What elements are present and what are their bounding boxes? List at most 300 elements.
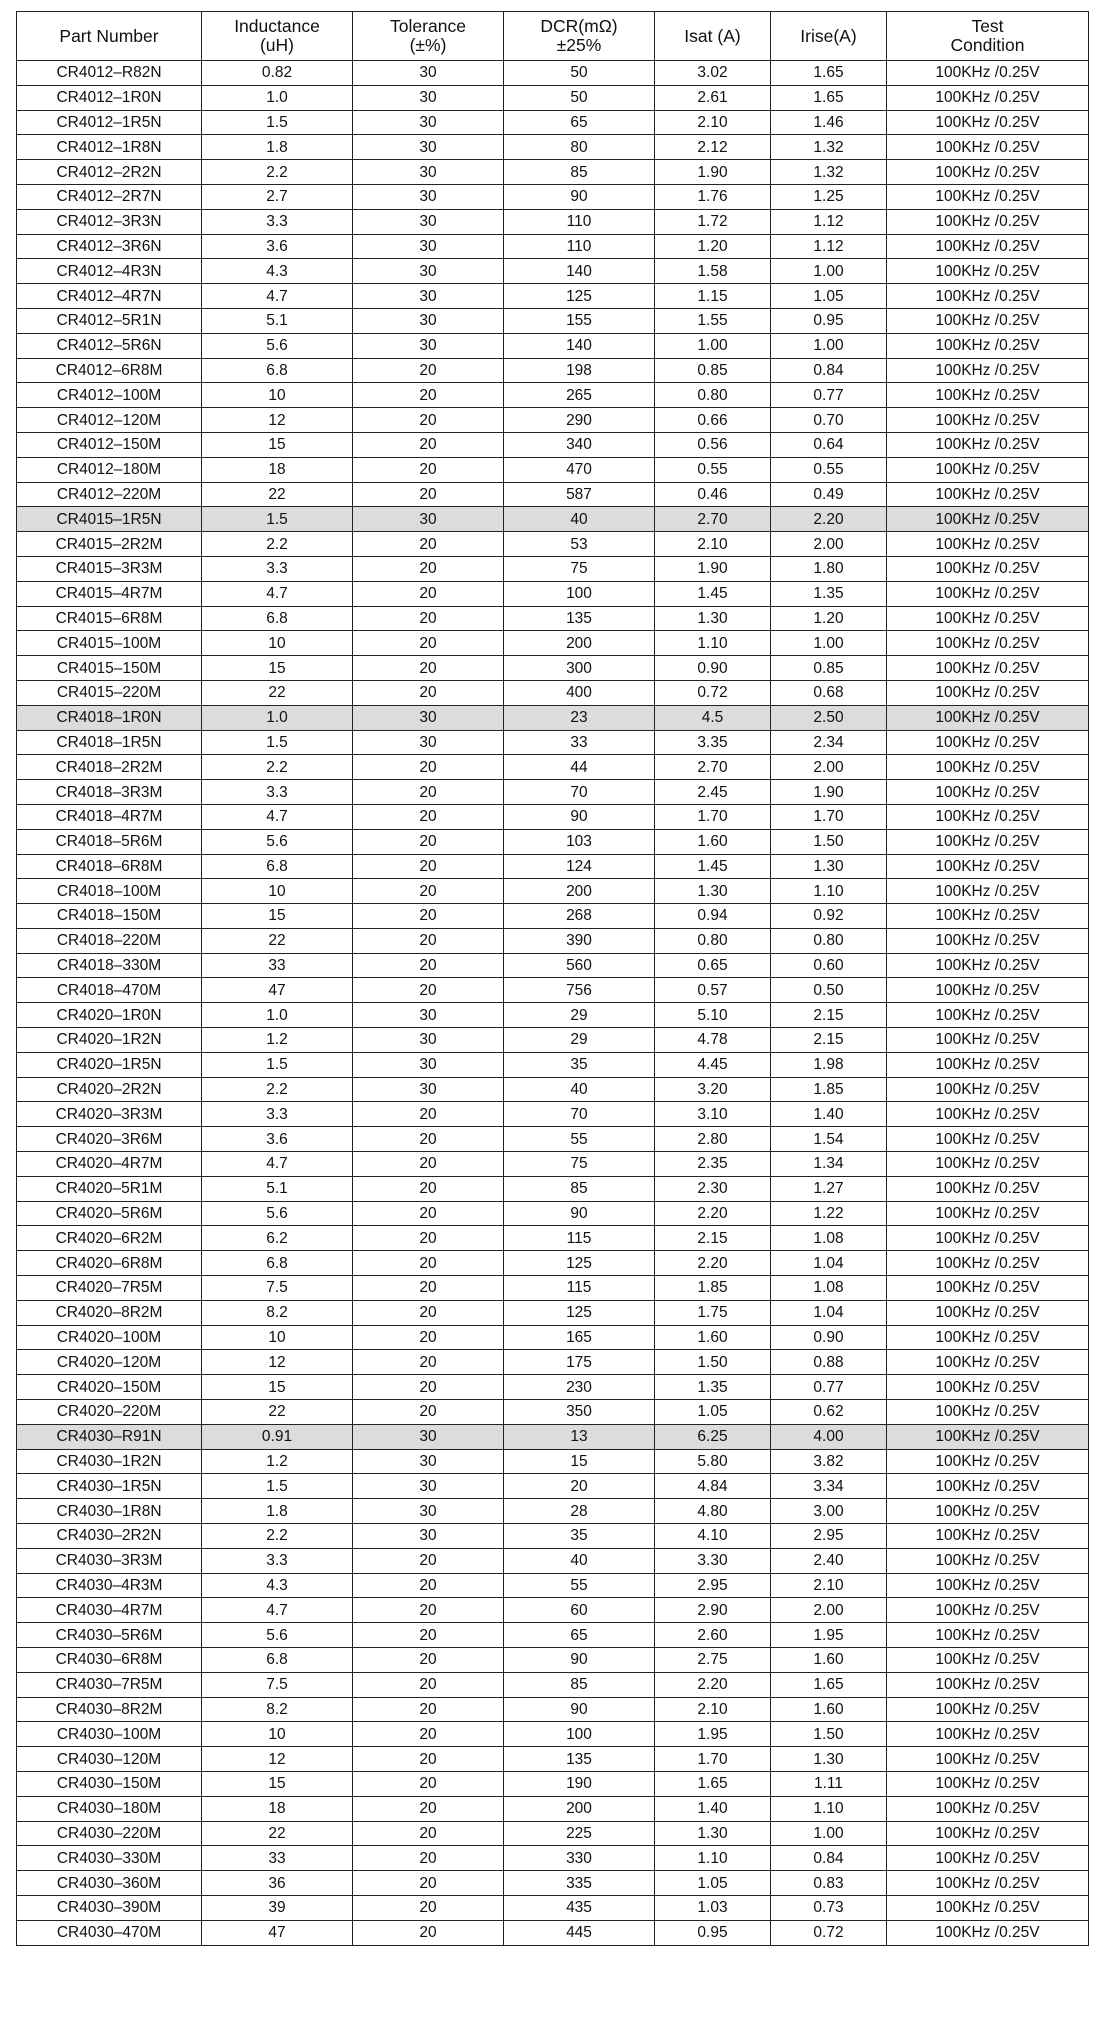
dcr-cell: 103 <box>504 829 655 854</box>
inductance-cell: 5.1 <box>202 1176 353 1201</box>
isat-cell: 3.30 <box>655 1548 771 1573</box>
irise-cell: 1.10 <box>771 879 887 904</box>
dcr-cell: 15 <box>504 1449 655 1474</box>
table-row <box>17 780 1089 805</box>
test-condition-cell: 100KHz /0.25V <box>887 1697 1089 1722</box>
part-number-cell: CR4015–6R8M <box>17 606 202 631</box>
table-row <box>17 160 1089 185</box>
irise-cell: 1.22 <box>771 1201 887 1226</box>
part-number-cell: CR4015–100M <box>17 631 202 656</box>
test-condition-cell: 100KHz /0.25V <box>887 184 1089 209</box>
isat-cell: 1.90 <box>655 556 771 581</box>
tolerance-cell: 20 <box>353 1102 504 1127</box>
irise-cell: 1.54 <box>771 1127 887 1152</box>
tolerance-cell: 20 <box>353 631 504 656</box>
tolerance-cell: 20 <box>353 383 504 408</box>
tolerance-cell: 20 <box>353 1722 504 1747</box>
tolerance-cell: 20 <box>353 1276 504 1301</box>
isat-cell: 1.55 <box>655 308 771 333</box>
table-row <box>17 308 1089 333</box>
header-irise <box>771 12 887 61</box>
test-condition-cell: 100KHz /0.25V <box>887 730 1089 755</box>
irise-cell: 0.60 <box>771 953 887 978</box>
tolerance-cell: 20 <box>353 1176 504 1201</box>
tolerance-cell: 30 <box>353 1424 504 1449</box>
tolerance-cell: 20 <box>353 432 504 457</box>
tolerance-cell: 30 <box>353 333 504 358</box>
header-inductance <box>202 12 353 61</box>
test-condition-cell: 100KHz /0.25V <box>887 705 1089 730</box>
dcr-cell: 55 <box>504 1127 655 1152</box>
inductance-cell: 4.7 <box>202 1152 353 1177</box>
dcr-cell: 60 <box>504 1598 655 1623</box>
tolerance-cell: 30 <box>353 1052 504 1077</box>
dcr-cell: 35 <box>504 1524 655 1549</box>
tolerance-cell: 30 <box>353 259 504 284</box>
isat-cell: 2.12 <box>655 135 771 160</box>
isat-cell: 2.35 <box>655 1152 771 1177</box>
test-condition-cell: 100KHz /0.25V <box>887 1276 1089 1301</box>
isat-cell: 2.61 <box>655 85 771 110</box>
test-condition-cell: 100KHz /0.25V <box>887 1672 1089 1697</box>
inductance-cell: 15 <box>202 1771 353 1796</box>
part-number-cell: CR4018–6R8M <box>17 854 202 879</box>
inductance-cell: 5.6 <box>202 829 353 854</box>
irise-cell: 0.50 <box>771 978 887 1003</box>
dcr-cell: 140 <box>504 259 655 284</box>
table-row <box>17 1672 1089 1697</box>
tolerance-cell: 20 <box>353 1127 504 1152</box>
inductance-cell: 4.7 <box>202 804 353 829</box>
dcr-cell: 20 <box>504 1474 655 1499</box>
part-number-cell: CR4012–6R8M <box>17 358 202 383</box>
table-row <box>17 1771 1089 1796</box>
inductance-cell: 15 <box>202 1375 353 1400</box>
inductance-cell: 3.6 <box>202 1127 353 1152</box>
tolerance-cell: 20 <box>353 780 504 805</box>
inductance-cell: 10 <box>202 1325 353 1350</box>
test-condition-cell: 100KHz /0.25V <box>887 1424 1089 1449</box>
test-condition-cell: 100KHz /0.25V <box>887 1524 1089 1549</box>
tolerance-cell: 20 <box>353 1201 504 1226</box>
irise-cell: 2.15 <box>771 1028 887 1053</box>
test-condition-cell: 100KHz /0.25V <box>887 1102 1089 1127</box>
part-number-cell: CR4018–4R7M <box>17 804 202 829</box>
inductance-cell: 1.5 <box>202 730 353 755</box>
irise-cell: 0.85 <box>771 656 887 681</box>
dcr-cell: 470 <box>504 457 655 482</box>
irise-cell: 1.12 <box>771 234 887 259</box>
tolerance-cell: 30 <box>353 1449 504 1474</box>
table-row <box>17 705 1089 730</box>
part-number-cell: CR4018–1R0N <box>17 705 202 730</box>
inductance-cell: 1.0 <box>202 85 353 110</box>
test-condition-cell: 100KHz /0.25V <box>887 1350 1089 1375</box>
isat-cell: 2.30 <box>655 1176 771 1201</box>
irise-cell: 1.27 <box>771 1176 887 1201</box>
irise-cell: 1.50 <box>771 1722 887 1747</box>
part-number-cell: CR4012–5R1N <box>17 308 202 333</box>
part-number-cell: CR4030–390M <box>17 1895 202 1920</box>
header-label: Part Number <box>59 25 159 46</box>
test-condition-cell: 100KHz /0.25V <box>887 978 1089 1003</box>
table-row <box>17 532 1089 557</box>
tolerance-cell: 20 <box>353 1325 504 1350</box>
isat-cell: 0.80 <box>655 383 771 408</box>
test-condition-cell: 100KHz /0.25V <box>887 383 1089 408</box>
inductance-cell: 6.8 <box>202 1648 353 1673</box>
test-condition-cell: 100KHz /0.25V <box>887 953 1089 978</box>
inductance-cell: 1.8 <box>202 135 353 160</box>
part-number-cell: CR4012–3R6N <box>17 234 202 259</box>
isat-cell: 0.65 <box>655 953 771 978</box>
part-number-cell: CR4030–470M <box>17 1920 202 1945</box>
tolerance-cell: 20 <box>353 1251 504 1276</box>
test-condition-cell: 100KHz /0.25V <box>887 1771 1089 1796</box>
inductor-spec-table <box>16 11 1089 1946</box>
isat-cell: 0.85 <box>655 358 771 383</box>
irise-cell: 0.55 <box>771 457 887 482</box>
table-row <box>17 1722 1089 1747</box>
table-row <box>17 284 1089 309</box>
irise-cell: 1.46 <box>771 110 887 135</box>
dcr-cell: 225 <box>504 1821 655 1846</box>
test-condition-cell: 100KHz /0.25V <box>887 1895 1089 1920</box>
dcr-cell: 90 <box>504 1648 655 1673</box>
irise-cell: 3.34 <box>771 1474 887 1499</box>
dcr-cell: 85 <box>504 1176 655 1201</box>
irise-cell: 0.77 <box>771 383 887 408</box>
isat-cell: 4.5 <box>655 705 771 730</box>
dcr-cell: 190 <box>504 1771 655 1796</box>
dcr-cell: 400 <box>504 680 655 705</box>
part-number-cell: CR4015–2R2M <box>17 532 202 557</box>
inductance-cell: 1.0 <box>202 1003 353 1028</box>
inductance-cell: 10 <box>202 879 353 904</box>
table-row <box>17 1598 1089 1623</box>
tolerance-cell: 20 <box>353 1375 504 1400</box>
part-number-cell: CR4012–1R8N <box>17 135 202 160</box>
isat-cell: 2.20 <box>655 1201 771 1226</box>
part-number-cell: CR4030–8R2M <box>17 1697 202 1722</box>
irise-cell: 2.00 <box>771 532 887 557</box>
dcr-cell: 50 <box>504 61 655 86</box>
isat-cell: 2.20 <box>655 1251 771 1276</box>
irise-cell: 3.82 <box>771 1449 887 1474</box>
inductance-cell: 4.7 <box>202 1598 353 1623</box>
test-condition-cell: 100KHz /0.25V <box>887 1400 1089 1425</box>
isat-cell: 1.10 <box>655 1846 771 1871</box>
isat-cell: 2.95 <box>655 1573 771 1598</box>
tolerance-cell: 20 <box>353 1821 504 1846</box>
test-condition-cell: 100KHz /0.25V <box>887 532 1089 557</box>
table-body <box>17 61 1089 1946</box>
part-number-cell: CR4030–1R2N <box>17 1449 202 1474</box>
irise-cell: 1.20 <box>771 606 887 631</box>
test-condition-cell: 100KHz /0.25V <box>887 1300 1089 1325</box>
inductance-cell: 2.2 <box>202 755 353 780</box>
isat-cell: 1.65 <box>655 1771 771 1796</box>
irise-cell: 1.32 <box>771 135 887 160</box>
table-row <box>17 606 1089 631</box>
irise-cell: 2.15 <box>771 1003 887 1028</box>
dcr-cell: 50 <box>504 85 655 110</box>
dcr-cell: 124 <box>504 854 655 879</box>
test-condition-cell: 100KHz /0.25V <box>887 61 1089 86</box>
dcr-cell: 70 <box>504 780 655 805</box>
test-condition-cell: 100KHz /0.25V <box>887 135 1089 160</box>
test-condition-cell: 100KHz /0.25V <box>887 1226 1089 1251</box>
dcr-cell: 200 <box>504 1796 655 1821</box>
tolerance-cell: 20 <box>353 829 504 854</box>
irise-cell: 1.04 <box>771 1300 887 1325</box>
table-row <box>17 1499 1089 1524</box>
dcr-cell: 300 <box>504 656 655 681</box>
dcr-cell: 200 <box>504 631 655 656</box>
test-condition-cell: 100KHz /0.25V <box>887 556 1089 581</box>
isat-cell: 0.56 <box>655 432 771 457</box>
inductance-cell: 18 <box>202 457 353 482</box>
table-row <box>17 61 1089 86</box>
table-row <box>17 1846 1089 1871</box>
test-condition-cell: 100KHz /0.25V <box>887 755 1089 780</box>
table-row <box>17 1400 1089 1425</box>
tolerance-cell: 30 <box>353 705 504 730</box>
header-unit: (uH) <box>259 35 295 55</box>
inductance-cell: 4.3 <box>202 259 353 284</box>
inductance-cell: 3.3 <box>202 780 353 805</box>
header-tolerance <box>353 12 504 61</box>
isat-cell: 2.90 <box>655 1598 771 1623</box>
inductance-cell: 18 <box>202 1796 353 1821</box>
inductance-cell: 3.3 <box>202 209 353 234</box>
table-row <box>17 1003 1089 1028</box>
header-label: Isat (A) <box>684 25 741 46</box>
test-condition-cell: 100KHz /0.25V <box>887 110 1089 135</box>
part-number-cell: CR4012–2R2N <box>17 160 202 185</box>
irise-cell: 1.98 <box>771 1052 887 1077</box>
tolerance-cell: 30 <box>353 234 504 259</box>
isat-cell: 1.05 <box>655 1400 771 1425</box>
tolerance-cell: 20 <box>353 978 504 1003</box>
table-row <box>17 383 1089 408</box>
isat-cell: 1.45 <box>655 854 771 879</box>
table-row <box>17 755 1089 780</box>
tolerance-cell: 30 <box>353 308 504 333</box>
table-row <box>17 1648 1089 1673</box>
inductance-cell: 0.91 <box>202 1424 353 1449</box>
tolerance-cell: 30 <box>353 209 504 234</box>
inductance-cell: 6.8 <box>202 854 353 879</box>
inductance-cell: 3.3 <box>202 1548 353 1573</box>
dcr-cell: 75 <box>504 1152 655 1177</box>
table-row <box>17 110 1089 135</box>
isat-cell: 2.10 <box>655 110 771 135</box>
dcr-cell: 140 <box>504 333 655 358</box>
isat-cell: 0.94 <box>655 904 771 929</box>
isat-cell: 2.70 <box>655 507 771 532</box>
part-number-cell: CR4012–100M <box>17 383 202 408</box>
irise-cell: 1.60 <box>771 1648 887 1673</box>
table-row <box>17 1028 1089 1053</box>
irise-cell: 1.65 <box>771 85 887 110</box>
table-row <box>17 1524 1089 1549</box>
isat-cell: 0.57 <box>655 978 771 1003</box>
tolerance-cell: 20 <box>353 1226 504 1251</box>
test-condition-cell: 100KHz /0.25V <box>887 1499 1089 1524</box>
dcr-cell: 110 <box>504 209 655 234</box>
irise-cell: 1.80 <box>771 556 887 581</box>
header-label: Test <box>971 16 1004 36</box>
dcr-cell: 135 <box>504 606 655 631</box>
isat-cell: 1.15 <box>655 284 771 309</box>
irise-cell: 1.35 <box>771 581 887 606</box>
isat-cell: 4.80 <box>655 1499 771 1524</box>
test-condition-cell: 100KHz /0.25V <box>887 1028 1089 1053</box>
inductance-cell: 7.5 <box>202 1672 353 1697</box>
inductance-cell: 15 <box>202 656 353 681</box>
inductance-cell: 12 <box>202 1747 353 1772</box>
isat-cell: 3.35 <box>655 730 771 755</box>
tolerance-cell: 20 <box>353 1895 504 1920</box>
dcr-cell: 200 <box>504 879 655 904</box>
test-condition-cell: 100KHz /0.25V <box>887 1548 1089 1573</box>
test-condition-cell: 100KHz /0.25V <box>887 308 1089 333</box>
test-condition-cell: 100KHz /0.25V <box>887 1449 1089 1474</box>
isat-cell: 1.58 <box>655 259 771 284</box>
tolerance-cell: 20 <box>353 457 504 482</box>
part-number-cell: CR4012–120M <box>17 408 202 433</box>
tolerance-cell: 30 <box>353 1028 504 1053</box>
irise-cell: 1.00 <box>771 1821 887 1846</box>
table-row <box>17 1474 1089 1499</box>
dcr-cell: 40 <box>504 1548 655 1573</box>
inductance-cell: 22 <box>202 1400 353 1425</box>
dcr-cell: 40 <box>504 1077 655 1102</box>
isat-cell: 5.10 <box>655 1003 771 1028</box>
irise-cell: 1.65 <box>771 1672 887 1697</box>
dcr-cell: 110 <box>504 234 655 259</box>
irise-cell: 0.77 <box>771 1375 887 1400</box>
irise-cell: 1.08 <box>771 1276 887 1301</box>
isat-cell: 4.84 <box>655 1474 771 1499</box>
part-number-cell: CR4030–4R3M <box>17 1573 202 1598</box>
test-condition-cell: 100KHz /0.25V <box>887 1201 1089 1226</box>
tolerance-cell: 30 <box>353 110 504 135</box>
isat-cell: 2.70 <box>655 755 771 780</box>
table-row <box>17 829 1089 854</box>
part-number-cell: CR4020–7R5M <box>17 1276 202 1301</box>
table-row <box>17 184 1089 209</box>
table-row <box>17 507 1089 532</box>
tolerance-cell: 20 <box>353 1350 504 1375</box>
isat-cell: 1.60 <box>655 829 771 854</box>
tolerance-cell: 30 <box>353 1474 504 1499</box>
table-row <box>17 1325 1089 1350</box>
irise-cell: 2.00 <box>771 1598 887 1623</box>
irise-cell: 0.70 <box>771 408 887 433</box>
inductance-cell: 5.6 <box>202 333 353 358</box>
test-condition-cell: 100KHz /0.25V <box>887 1375 1089 1400</box>
irise-cell: 0.83 <box>771 1871 887 1896</box>
tolerance-cell: 20 <box>353 928 504 953</box>
part-number-cell: CR4030–120M <box>17 1747 202 1772</box>
table-row <box>17 1201 1089 1226</box>
irise-cell: 2.40 <box>771 1548 887 1573</box>
test-condition-cell: 100KHz /0.25V <box>887 1598 1089 1623</box>
irise-cell: 1.30 <box>771 1747 887 1772</box>
tolerance-cell: 20 <box>353 556 504 581</box>
part-number-cell: CR4015–150M <box>17 656 202 681</box>
table-row <box>17 1424 1089 1449</box>
irise-cell: 3.00 <box>771 1499 887 1524</box>
table-row <box>17 1176 1089 1201</box>
isat-cell: 4.10 <box>655 1524 771 1549</box>
test-condition-cell: 100KHz /0.25V <box>887 1474 1089 1499</box>
irise-cell: 0.68 <box>771 680 887 705</box>
inductance-cell: 15 <box>202 904 353 929</box>
dcr-cell: 90 <box>504 804 655 829</box>
part-number-cell: CR4020–8R2M <box>17 1300 202 1325</box>
isat-cell: 2.80 <box>655 1127 771 1152</box>
test-condition-cell: 100KHz /0.25V <box>887 358 1089 383</box>
irise-cell: 1.50 <box>771 829 887 854</box>
table-row <box>17 85 1089 110</box>
dcr-cell: 125 <box>504 1251 655 1276</box>
dcr-cell: 125 <box>504 1300 655 1325</box>
isat-cell: 0.95 <box>655 1920 771 1945</box>
inductance-cell: 0.82 <box>202 61 353 86</box>
isat-cell: 0.55 <box>655 457 771 482</box>
part-number-cell: CR4020–2R2N <box>17 1077 202 1102</box>
inductance-cell: 5.6 <box>202 1623 353 1648</box>
table-row <box>17 1375 1089 1400</box>
test-condition-cell: 100KHz /0.25V <box>887 1077 1089 1102</box>
isat-cell: 1.20 <box>655 234 771 259</box>
irise-cell: 0.88 <box>771 1350 887 1375</box>
inductance-cell: 3.3 <box>202 556 353 581</box>
dcr-cell: 756 <box>504 978 655 1003</box>
inductance-cell: 8.2 <box>202 1300 353 1325</box>
part-number-cell: CR4030–R91N <box>17 1424 202 1449</box>
tolerance-cell: 20 <box>353 680 504 705</box>
irise-cell: 1.00 <box>771 259 887 284</box>
tolerance-cell: 20 <box>353 606 504 631</box>
part-number-cell: CR4018–150M <box>17 904 202 929</box>
isat-cell: 0.46 <box>655 482 771 507</box>
dcr-cell: 587 <box>504 482 655 507</box>
part-number-cell: CR4020–5R6M <box>17 1201 202 1226</box>
table-row <box>17 432 1089 457</box>
inductance-cell: 1.8 <box>202 1499 353 1524</box>
test-condition-cell: 100KHz /0.25V <box>887 1127 1089 1152</box>
part-number-cell: CR4012–5R6N <box>17 333 202 358</box>
part-number-cell: CR4018–5R6M <box>17 829 202 854</box>
test-condition-cell: 100KHz /0.25V <box>887 1796 1089 1821</box>
tolerance-cell: 20 <box>353 656 504 681</box>
irise-cell: 1.70 <box>771 804 887 829</box>
irise-cell: 1.11 <box>771 1771 887 1796</box>
irise-cell: 2.34 <box>771 730 887 755</box>
table-row <box>17 953 1089 978</box>
header-row <box>17 12 1089 61</box>
tolerance-cell: 30 <box>353 135 504 160</box>
irise-cell: 0.90 <box>771 1325 887 1350</box>
tolerance-cell: 20 <box>353 904 504 929</box>
table-row <box>17 904 1089 929</box>
dcr-cell: 435 <box>504 1895 655 1920</box>
irise-cell: 1.04 <box>771 1251 887 1276</box>
